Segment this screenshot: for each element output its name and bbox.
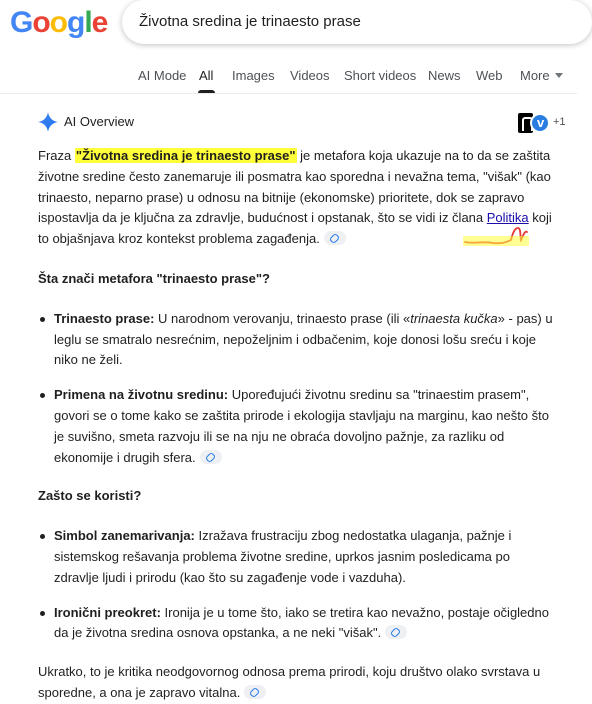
list-item-text: Upoređujući životnu sredinu sa "trinaestim prasem", govori se o tome kako se zaštita prirode i ekologija stavljaju na marginu, kao nešto što je suvišno, smeta razvoju ili se na nju ne obraća dovoljno pažnje, za razliku od ekonomije i drugih sfera.: [54, 387, 549, 465]
list-item-label: Ironični preokret:: [54, 604, 161, 620]
list-item: [38, 309, 558, 371]
section-heading: Šta znači metafora "trinaesto prase"?: [38, 270, 270, 286]
link-chip-icon[interactable]: [244, 685, 266, 699]
section2-list: [38, 526, 558, 644]
intro-text: koji to objašnjava kroz kontekst problema zagađenja.: [38, 210, 552, 247]
source-badges[interactable]: [518, 113, 570, 135]
tab-more[interactable]: [520, 68, 563, 83]
source-badge-icon: [530, 113, 550, 133]
list-item-text: » - pas) u leglu se smatralo nesrećnim, nepoželjnim i odbačenim, koje donosi lošu sreću i koje niko ne želi.: [54, 310, 553, 368]
intro-text: je metafora koja ukazuje na to da se zaštita životne sredine često zanemaruje ili posmatra kao sporedna i nevažna tema, "višak" (kao trinaesto, neparno prase) u odnosu na bitnije (ekonomske) prioritete, dok se zapravo ispostavlja da je ključna za zdravlje, budućnost i opstanak, što se vidi iz člana: [38, 148, 551, 226]
tab-short-videos[interactable]: Short videos: [344, 68, 417, 83]
section1-list: [38, 309, 558, 469]
chevron-down-icon: [555, 73, 563, 78]
section-heading: Zašto se koristi?: [38, 488, 142, 504]
highlighted-phrase: "Životna sredina je trinaesto prase": [75, 148, 296, 163]
source-count: +1: [553, 116, 566, 128]
list-item-label: Trinaesto prase:: [54, 310, 155, 326]
list-item-text: Izražava frustraciju zbog nedostatka ulaganja, pažnje i sistemskog rešavanja problema životne sredine, uprkos jasnim posledicama po zdravlje ljudi i prirodu (kao što su zagađenje vode i vazduha).: [54, 528, 512, 585]
search-box[interactable]: [122, 0, 592, 44]
summary-paragraph: [38, 662, 558, 704]
link-chip-icon[interactable]: [385, 625, 407, 639]
list-item-label: Simbol zanemarivanja:: [54, 528, 195, 544]
tab-news[interactable]: News: [428, 68, 461, 83]
google-logo[interactable]: Google: [10, 6, 108, 39]
link-chip-icon[interactable]: [324, 231, 346, 245]
list-item-text: U narodnom verovanju, trinaesto prase (ili «: [154, 310, 411, 326]
list-item-label: Primena na životnu sredinu:: [54, 387, 229, 403]
list-item: [38, 526, 558, 588]
list-item-italic: trinaesta kučka: [410, 310, 498, 326]
list-item-text: Ironija je u tome što, iako se tretira kao nevažno, postaje očigledno da je životna sredina osnova opstanka, a ne neki "višak".: [54, 604, 549, 641]
tab-more-label: More: [520, 68, 550, 83]
list-item: [38, 385, 558, 468]
tab-ai-mode[interactable]: AI Mode: [138, 68, 187, 83]
ai-overview-title: AI Overview: [64, 114, 135, 129]
tab-videos[interactable]: Videos: [290, 68, 330, 83]
intro-text: Fraza: [38, 148, 75, 163]
summary-text: Ukratko, to je kritika neodgovornog odnosa prema prirodi, koju društvo olako svrstava u sporedne, a ona je zapravo vitalna.: [38, 664, 541, 700]
politika-link[interactable]: Politika: [486, 210, 529, 226]
tab-images[interactable]: Images: [232, 68, 275, 83]
tab-all[interactable]: All: [199, 68, 214, 83]
hand-drawn-underline: [463, 222, 533, 250]
tab-web[interactable]: Web: [476, 68, 503, 83]
header-divider: [0, 93, 577, 94]
search-tabs: [0, 68, 577, 90]
search-input[interactable]: Životna sredina je trinaesto prase: [139, 13, 361, 30]
link-chip-icon[interactable]: [200, 450, 222, 464]
ai-sparkle-icon: [38, 112, 58, 132]
list-item: [38, 603, 558, 645]
